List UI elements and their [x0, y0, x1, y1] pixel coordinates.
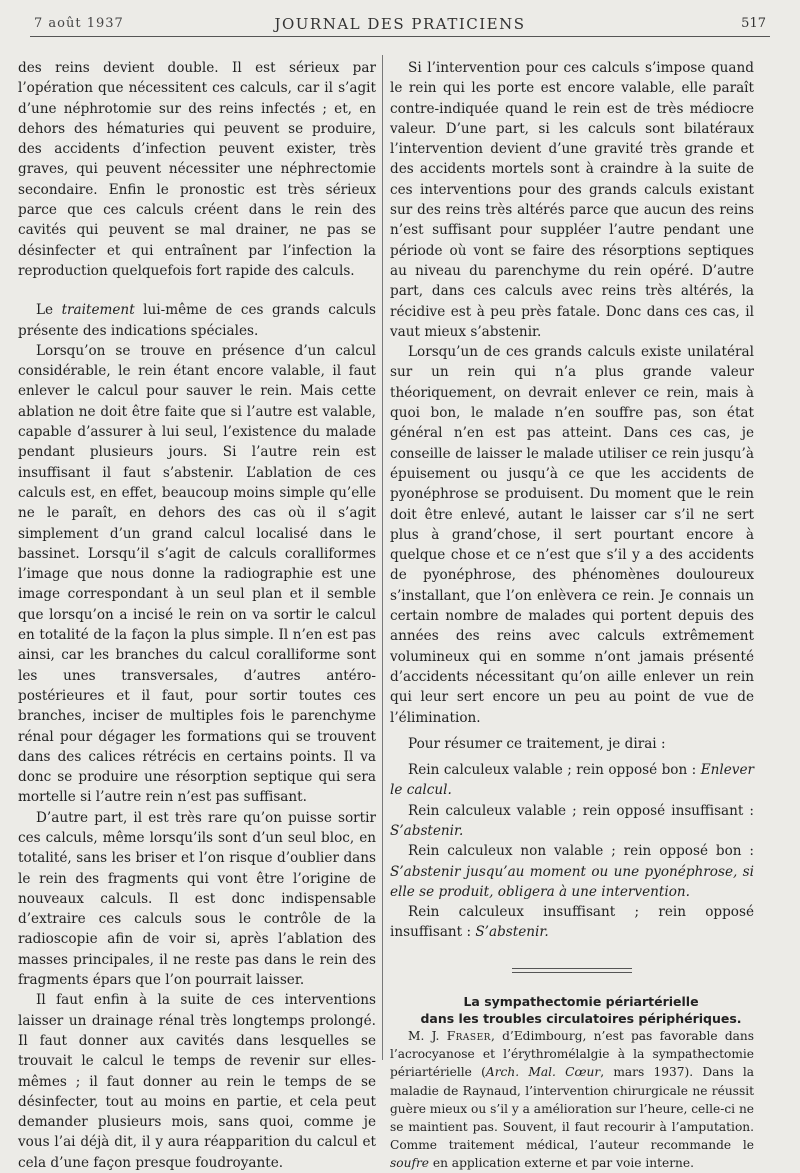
article-title-line1: La sympathectomie périartérielle — [463, 994, 699, 1010]
paragraph: Le traitement lui-même de ces grands calculs présente des indications spéciales. — [18, 302, 376, 339]
header-date: 7 août 1937 — [34, 16, 124, 31]
paragraph: D’autre part, il est très rare qu’on puisse sortir ces calculs, même lorsqu’ils sont d’un seul bloc, en totalité, sans les briser et l’on risque d’oublier dans le rein des fragments qui vont être l’origine de nouveaux calculs. Il est donc indispensable d’extraire ces calculs sous le contrôle de la radioscopie afin de voir si, après l’ablation des masses principales, il ne reste pas dans le rein des fragments épars que l’on pourrait laisser. — [18, 809, 376, 989]
journal-title: JOURNAL DES PRATICIENS — [274, 15, 526, 33]
summary-intro: Pour résumer ce traitement, je dirai : — [408, 735, 666, 752]
paragraph: Il faut enfin à la suite de ces interventions laisser un drainage rénal très longtemps prolongé. Il faut donner aux cavités dans lesquelles se trouvait le calcul le temps de revenir sur elles-mêmes ; il faut donner au rein le temps de se désinfecter, tout au moins en partie, et cela peut demander plusieurs mois, sans quoi, comme je vous l’ai déjà dit, il y aura réapparition du calcul et cela d’une façon presque foudroyante. — [18, 992, 376, 1171]
paragraph: Lorsqu’un de ces grands calculs existe unilatéral sur un rein qui n’a plus grande valeur théoriquement, on devrait enlever ce rein, mais à quoi bon, le malade n’en souffre pas, son état général n’en est pas atteint. Dans ces cas, je conseille de laisser le malade utiliser ce rein jusqu’à épuisement ou jusqu’à ce que les accidents de pyonéphrose se produisent. Du moment que le rein doit être enlevé, autant le laisser car s’il ne sert plus à grand’chose, il sert pourtant encore à quelque chose et ce n’est que s’il y a des accidents de pyonéphrose, des phénomènes douloureux s’installant, que l’on enlèvera ce rein. Je connais un certain nombre de malades qui portent depuis des années des reins avec calculs extrêmement volumineux qui en somme n’ont jamais présenté d’accidents nécessitant qu’on aille enlever un rein qui leur sert encore un peu au point de vue de l’élimination. — [390, 344, 754, 726]
page-number: 517 — [741, 16, 766, 31]
author-name: Fraser — [446, 1029, 491, 1044]
left-column — [18, 58, 376, 1173]
treatment-summary — [390, 734, 754, 943]
citation: Arch. Mal. Cœur — [485, 1065, 601, 1080]
article-title-line2: dans les troubles circulatoires périphériques. — [420, 1011, 742, 1027]
summary-item: Rein calculeux insuffisant ; rein opposé insuffisant : S’abstenir. — [390, 904, 754, 941]
page-header — [30, 10, 770, 37]
section-divider — [390, 959, 754, 979]
emphasis: traitement — [61, 302, 135, 319]
column-divider — [382, 55, 383, 1060]
right-column — [390, 58, 754, 1173]
article-sympathectomie — [390, 993, 754, 1173]
summary-item: Rein calculeux valable ; rein opposé insuffisant : S’abstenir. — [390, 802, 754, 839]
paragraph: Lorsqu’on se trouve en présence d’un calcul considérable, le rein étant encore valable, il faut enlever le calcul pour sauver le rein. Mais cette ablation ne doit être faite que si l’autre est valable, capable d’assurer à lui seul, l’existence du malade pendant plusieurs jours. Si l’autre rein est insuffisant il faut s’abstenir. L’ablation de ces calculs est, en effet, beaucoup moins simple qu’elle ne le paraît, en dehors des cas où il s’agit simplement d’un grand calcul localisé dans le bassinet. Lorsqu’il s’agit de calculs coralliformes l’image que nous donne la radiographie est une image correspondant à un seul plan et il semble que lorsqu’on a incisé le rein on va sortir le calcul en totalité de la façon la plus simple. Il n’en est pas ainsi, car les branches du calcul coralliforme sont les unes transversales, d’autres antéro-postérieures et il faut, pour sortir toutes ces branches, inciser de multiples fois le parenchyme rénal pour dégager les formations qui se trouvent dans des calices rétrécis en certains points. Il va donc se produire une résorption septique qui sera mortelle si l’autre rein n’est pas suffisant. — [18, 342, 376, 806]
article-body: M. J. Fraser, d’Edimbourg, n’est pas favorable dans l’acrocyanose et l’érythromélalgie à la sympathectomie périartérielle (Arch. Mal. Cœur, mars 1937). Dans la maladie de Raynaud, l’intervention chirurgicale ne réussit guère mieux ou s’il y a amélioration sur l’heure, celle-ci ne se maintient pas. Souvent, il faut recourir à l’amputation. Comme traitement médical, l’auteur recommande le soufre en application externe et par voie interne. — [390, 1029, 755, 1171]
paragraph: Si l’intervention pour ces calculs s’impose quand le rein qui les porte est encore valable, elle paraît contre-indiquée quand le rein est de très médiocre valeur. D’une part, si les calculs sont bilatéraux l’intervention devient d’une gravité très grande et des accidents mortels sont à craindre à la suite de ces interventions pour des grands calculs existant sur des reins très altérés parce que aucun des reins n’est suffisant pour suppléer l’autre pendant une période où vont se faire des résorptions septiques au niveau du parenchyme du rein opéré. D’autre part, dans ces calculs avec reins très altérés, la récidive est à peu près fatale. Donc dans ces cas, il vaut mieux s’abstenir. — [390, 60, 754, 340]
summary-item: Rein calculeux non valable ; rein opposé bon : S’abstenir jusqu’au moment ou une pyonéphrose, si elle se produit, obligera à une intervention. — [390, 843, 754, 900]
paragraph: des reins devient double. Il est sérieux par l’opération que nécessitent ces calculs, car il s’agit d’une néphrotomie sur des reins infectés ; et, en dehors des hématuries qui peuvent se produire, des accidents d’infection peuvent exister, très graves, qui peuvent nécessiter une néphrectomie secondaire. Enfin le pronostic est très sérieux parce que ces calculs créent dans le rein des cavités qui peuvent se mal drainer, ne pas se désinfecter et qui entraînent par l’infection la reproduction quelquefois fort rapide des calculs. — [18, 60, 376, 279]
summary-item: Rein calculeux valable ; rein opposé bon : Enlever le calcul. — [390, 762, 754, 799]
